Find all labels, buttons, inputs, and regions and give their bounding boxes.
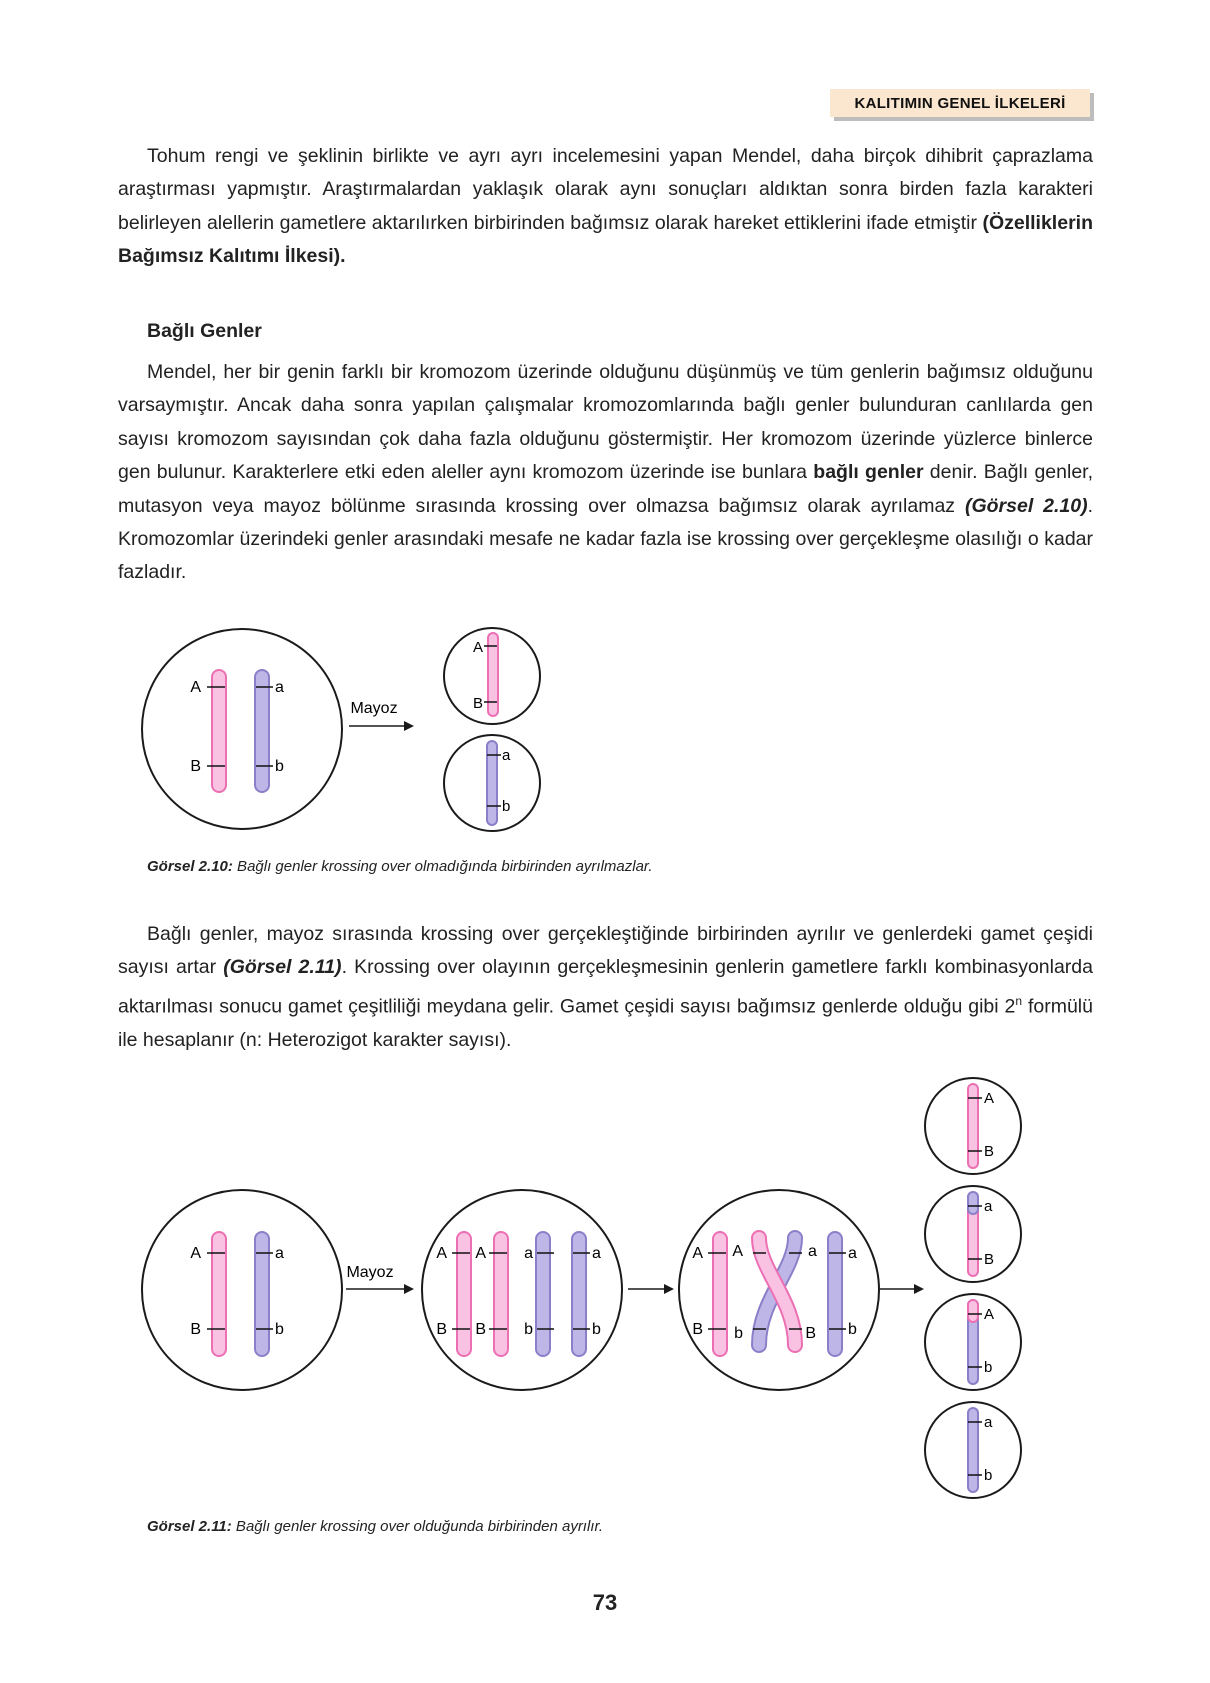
paragraph-3-text-b: . Krossing over olayının gerçekleşmesinin genlerin gametlere farklı kombinasyonlarda aktarılması sonucu gamet çeşitliliği meydana gelir. Gamet çeşidi sayısı bağımsız genlerde olduğu gibi 2 bbox=[118, 956, 1093, 1018]
figure-2-11 bbox=[0, 1070, 1210, 1510]
crossing-over-cell bbox=[679, 1190, 879, 1390]
gamete-allele-a: a bbox=[502, 747, 511, 764]
pink-chromosome bbox=[212, 670, 226, 792]
gamete-cell-ab bbox=[444, 735, 540, 831]
paragraph-2-figure-ref: (Görsel 2.10) bbox=[964, 494, 1088, 517]
parent-cell bbox=[142, 629, 342, 829]
gamete-allele-A: A bbox=[472, 639, 483, 656]
page-number: 73 bbox=[592, 1590, 618, 1615]
gamete-allele-b: b bbox=[984, 1359, 993, 1376]
chapter-header bbox=[830, 89, 1090, 117]
allele-a-label: a bbox=[275, 1245, 284, 1262]
paragraph-crossing-over bbox=[118, 918, 1093, 1057]
gamete-allele-B: B bbox=[472, 695, 483, 712]
paragraph-3-text-a: Bağlı genler, mayoz sırasında krossing over gerçekleştiğinde birbirinden ayrılır ve genlerdeki gamet çeşidi sayısı artar bbox=[118, 923, 1093, 979]
allele-b-label: b bbox=[592, 1321, 601, 1338]
figure-2-10 bbox=[0, 615, 1210, 855]
allele-A-label: A bbox=[190, 1245, 201, 1262]
allele-B-label: B bbox=[190, 1321, 201, 1338]
paragraph-2-text-b: denir. Bağlı genler, mutasyon veya mayoz bölünme sırasında krossing over olmazsa bağımsız olarak ayrılamaz bbox=[118, 461, 1094, 517]
allele-A-label: A bbox=[190, 679, 201, 696]
paragraph-2-bold-term: bağlı genler bbox=[813, 461, 924, 484]
allele-b-label: b bbox=[275, 1321, 284, 1338]
paragraph-2-text-a: Mendel, her bir genin farklı bir kromozom üzerinde olduğunu düşünmüş ve tüm genlerin bağımsız olduğunu varsaymıştır. Ancak daha sonra yapılan çalışmalar kromozomlarında bağlı genler bulunduran canlılarda gen sayısı kromozom sayısından çok daha fazla olduğunu göstermiştir. Her kromozom üzerinde yüzlerce binlerce gen bulunur. Karakterlere etki eden aleller aynı kromozom üzerinde ise bunlara bbox=[118, 361, 1093, 484]
gamete-cell-aB bbox=[925, 1186, 1021, 1282]
gamete-allele-b: b bbox=[984, 1467, 993, 1484]
allele-B-label: B bbox=[475, 1321, 486, 1338]
allele-a-label: a bbox=[275, 679, 284, 696]
gamete-cell-ab bbox=[925, 1402, 1021, 1498]
arrow-icon bbox=[664, 1284, 674, 1294]
allele-a-label: a bbox=[524, 1245, 533, 1262]
allele-b-label: b bbox=[734, 1325, 743, 1342]
allele-A-label: A bbox=[436, 1245, 447, 1262]
parent-cell bbox=[142, 1190, 342, 1390]
section-title: Bağlı Genler bbox=[147, 320, 262, 342]
paragraph-3-figure-ref: (Görsel 2.11) bbox=[223, 956, 342, 979]
gamete-cell-AB bbox=[444, 628, 540, 724]
allele-A-label: A bbox=[475, 1245, 486, 1262]
paragraph-1-bold: (Özelliklerin Bağımsız Kalıtımı İlkesi). bbox=[118, 211, 1093, 268]
allele-a-label: a bbox=[592, 1245, 601, 1262]
allele-b-label: b bbox=[848, 1321, 857, 1338]
paragraph-linked-genes bbox=[118, 356, 1093, 590]
caption-text: Bağlı genler krossing over olmadığında birbirinden ayrılmazlar. bbox=[232, 858, 653, 875]
allele-A-label: A bbox=[732, 1243, 743, 1260]
arrow-icon bbox=[914, 1284, 924, 1294]
gamete-cell-Ab bbox=[925, 1294, 1021, 1390]
allele-B-label: B bbox=[692, 1321, 703, 1338]
allele-B-label: B bbox=[190, 758, 201, 775]
figure-2-10-caption bbox=[147, 858, 653, 875]
replicated-cell bbox=[422, 1190, 622, 1390]
arrow-icon bbox=[404, 721, 414, 731]
arrow-icon bbox=[404, 1284, 414, 1294]
allele-B-label: B bbox=[436, 1321, 447, 1338]
caption-label: Görsel 2.11: bbox=[147, 1518, 232, 1535]
allele-a-label: a bbox=[808, 1243, 817, 1260]
allele-B-label: B bbox=[805, 1325, 816, 1342]
gamete-allele-B: B bbox=[984, 1143, 995, 1160]
gamete-cell-AB bbox=[925, 1078, 1021, 1174]
paragraph-2-text-c: . Kromozomlar üzerindeki genler arasındaki mesafe ne kadar fazla ise krossing over gerçekleşme olasılığı o kadar fazladır. bbox=[118, 494, 1094, 584]
caption-label: Görsel 2.10: bbox=[147, 858, 233, 875]
purple-chromosome bbox=[255, 670, 269, 792]
caption-text: Bağlı genler krossing over olduğunda birbirinden ayrılır. bbox=[231, 1518, 604, 1535]
superscript-n: n bbox=[1015, 993, 1023, 1008]
paragraph-1-text: Tohum rengi ve şeklinin birlikte ve ayrı ayrı incelemesini yapan Mendel, daha birçok dihibrit çaprazlama araştırması yapmıştır. Araştırmalardan yaklaşık olarak aynı sonuçları aldıktan sonra birden fazla karakteri belirleyen alellerin gametlere aktarılırken birbirinden bağımsız olarak hareket ettiklerini ifade etmiştir bbox=[118, 145, 1093, 234]
gamete-allele-A: A bbox=[984, 1306, 995, 1323]
mayoz-label: Mayoz bbox=[350, 700, 398, 717]
gamete-allele-a: a bbox=[984, 1198, 993, 1215]
gamete-allele-B: B bbox=[984, 1251, 995, 1268]
gamete-allele-A: A bbox=[984, 1090, 995, 1107]
paragraph-3-text-c: formülü ile hesaplanır (n: Heterozigot karakter sayısı). bbox=[118, 995, 1093, 1051]
mayoz-label: Mayoz bbox=[346, 1264, 394, 1281]
gamete-allele-b: b bbox=[502, 798, 511, 815]
allele-b-label: b bbox=[275, 758, 284, 775]
allele-a-label: a bbox=[848, 1245, 857, 1262]
allele-b-label: b bbox=[524, 1321, 533, 1338]
chapter-title: KALITIMIN GENEL İLKELERİ bbox=[854, 94, 1066, 112]
allele-A-label: A bbox=[692, 1245, 703, 1262]
figure-2-11-caption bbox=[147, 1518, 603, 1535]
paragraph-independent-assortment bbox=[118, 140, 1093, 274]
gamete-allele-a: a bbox=[984, 1414, 993, 1431]
